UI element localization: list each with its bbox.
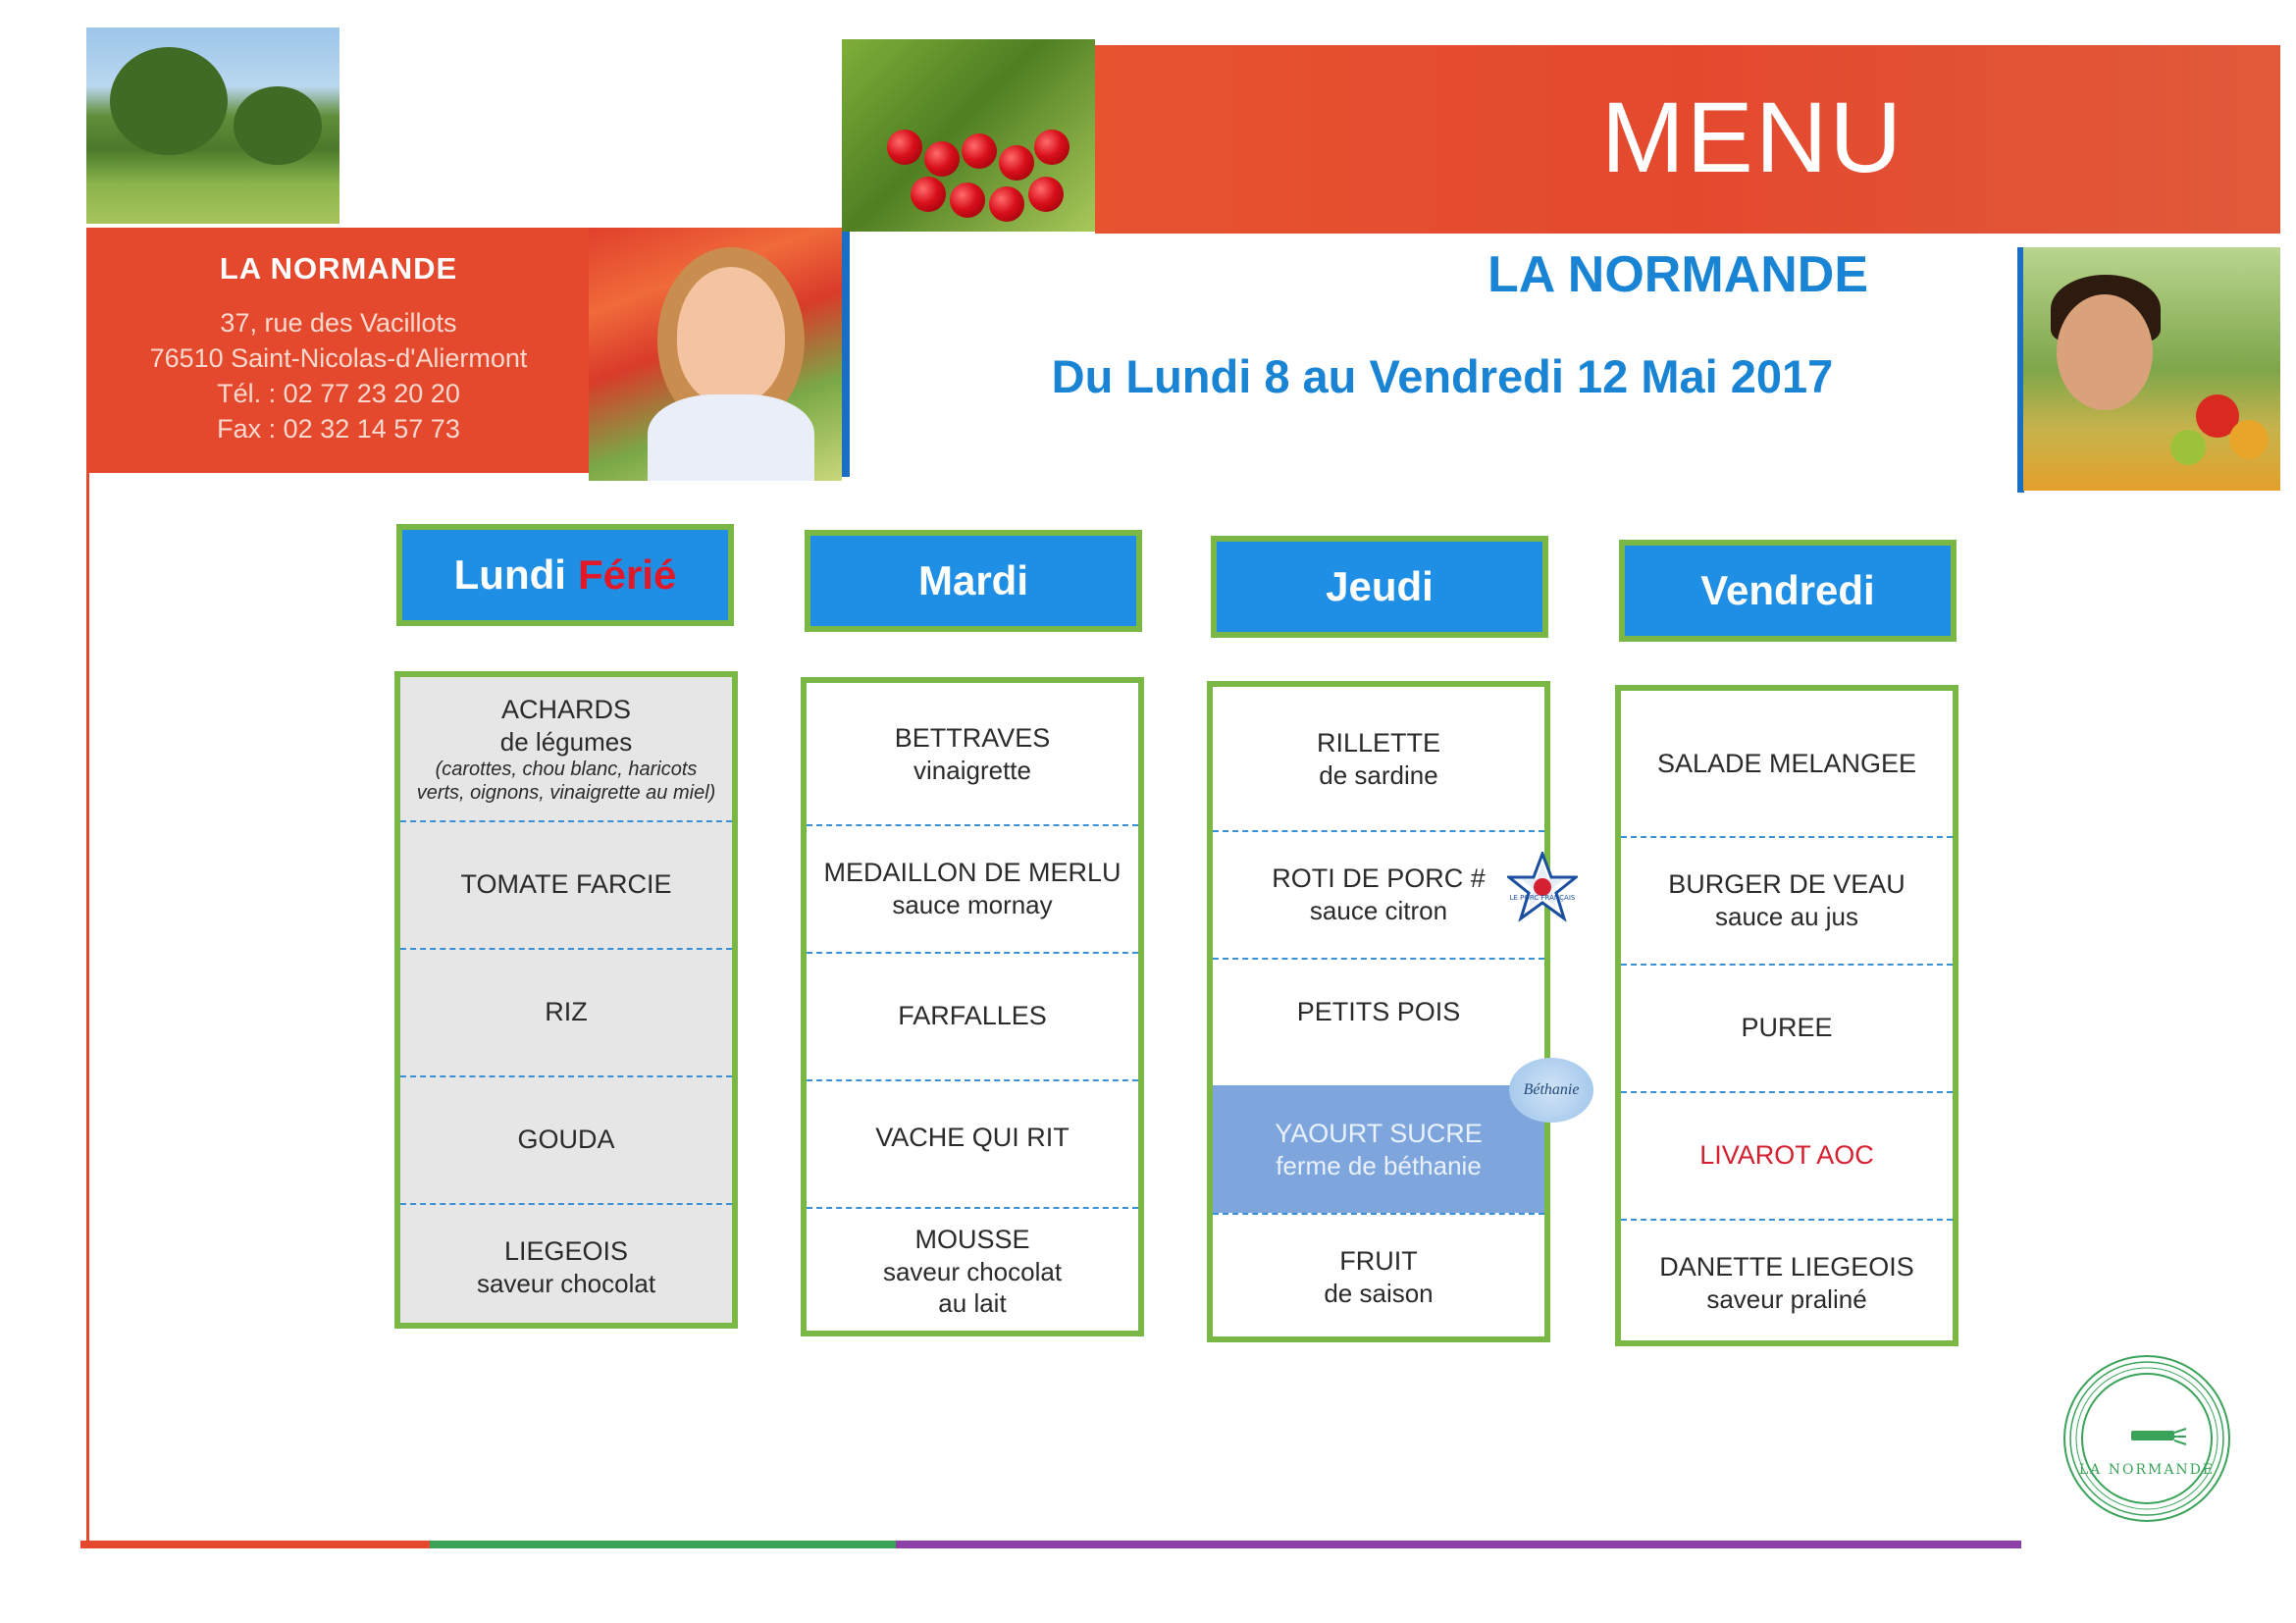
day-name: Mardi — [917, 557, 1028, 603]
cherry-shape — [999, 145, 1034, 181]
menu-item — [1213, 1213, 1544, 1340]
menu-item — [1621, 836, 1953, 964]
menu-item — [400, 948, 732, 1075]
porc-badge-label: LE PORC FRANÇAIS — [1509, 894, 1576, 902]
item-title: MOUSSE — [914, 1224, 1030, 1254]
item-subtitle: de saison — [1324, 1278, 1434, 1308]
day-name: Vendredi — [1700, 567, 1875, 613]
menu-item — [807, 824, 1138, 952]
item-title: LIEGEOIS — [503, 1235, 629, 1266]
item-title: DANETTE LIEGEOIS — [1659, 1251, 1914, 1282]
cherry-shape — [1034, 130, 1070, 165]
tree-shape — [110, 47, 228, 155]
item-subtitle: saveur praliné — [1706, 1283, 1867, 1314]
menu-item — [1621, 964, 1953, 1091]
item-subtitle: sauce au jus — [1715, 901, 1858, 931]
cherry-shape — [887, 130, 922, 165]
menu-item — [1213, 687, 1544, 830]
item-title: BURGER DE VEAU — [1668, 868, 1905, 899]
item-note: (carottes, chou blanc, haricots verts, oignons, vinaigrette au miel) — [416, 758, 716, 804]
menu-column-mardi — [801, 677, 1144, 1336]
item-title: RILLETTE — [1316, 727, 1441, 758]
item-title: BETTRAVES — [894, 722, 1051, 753]
item-title: RIZ — [545, 996, 588, 1026]
porc-francais-badge-icon — [1507, 852, 1578, 922]
day-name: Jeudi — [1326, 563, 1434, 609]
accent-strip — [842, 232, 850, 477]
fruit-shape — [2229, 420, 2269, 459]
item-title: PETITS POIS — [1296, 996, 1461, 1026]
address-city: 76510 Saint-Nicolas-d'Aliermont — [149, 343, 528, 373]
day-header-mardi — [805, 530, 1142, 632]
face-shape — [2057, 294, 2153, 410]
menu-column-lundi — [394, 671, 738, 1329]
date-range: Du Lundi 8 au Vendredi 12 Mai 2017 — [1051, 350, 1834, 402]
menu-item — [807, 683, 1138, 824]
cherry-shape — [950, 183, 985, 218]
cherry-shape — [989, 186, 1024, 222]
item-subtitle: sauce mornay — [892, 889, 1053, 919]
cherry-shape — [924, 141, 960, 177]
fruit-shape — [2170, 430, 2206, 465]
cherries-photo — [842, 39, 1095, 232]
day-name: Lundi — [453, 551, 566, 598]
cherry-shape — [911, 177, 946, 212]
item-subtitle: ferme de béthanie — [1276, 1150, 1482, 1180]
item-subtitle: de sardine — [1319, 759, 1438, 790]
boy-photo — [2023, 247, 2280, 491]
menu-item — [1213, 958, 1544, 1066]
item-subtitle: de légumes — [499, 726, 633, 757]
menu-item — [807, 952, 1138, 1079]
dress-shape — [648, 394, 814, 481]
address-block — [86, 228, 591, 473]
ferie-label: Férié — [577, 551, 677, 598]
menu-item — [1621, 691, 1953, 836]
day-header-vendredi — [1619, 540, 1957, 642]
item-title: GOUDA — [517, 1124, 615, 1154]
item-subtitle-2: au lait — [938, 1287, 1007, 1318]
menu-title: MENU — [1600, 81, 1905, 193]
menu-item — [1213, 830, 1544, 958]
menu-item — [400, 1203, 732, 1331]
item-title: FRUIT — [1339, 1245, 1418, 1276]
bethanie-badge-icon — [1509, 1058, 1593, 1123]
item-subtitle: sauce citron — [1309, 895, 1448, 925]
left-border-line — [86, 473, 89, 1548]
menu-column-vendredi — [1615, 685, 1958, 1346]
item-title: PUREE — [1741, 1012, 1833, 1042]
item-subtitle: vinaigrette — [913, 755, 1031, 785]
menu-banner — [1095, 45, 2280, 234]
item-title: ACHARDS — [500, 694, 632, 724]
menu-item — [400, 820, 732, 948]
girl-photo — [589, 228, 842, 481]
menu-item-highlighted — [1213, 1085, 1544, 1213]
item-title: MEDAILLON DE MERLU — [823, 857, 1122, 887]
tree-shape — [234, 86, 322, 165]
address-street: 37, rue des Vacillots — [220, 308, 457, 338]
item-title: FARFALLES — [898, 1000, 1047, 1030]
menu-item — [807, 1207, 1138, 1335]
menu-column-jeudi — [1207, 681, 1550, 1342]
menu-item — [1621, 1091, 1953, 1219]
item-subtitle: saveur chocolat — [476, 1268, 656, 1298]
cherry-shape — [962, 133, 997, 169]
item-title: YAOURT SUCRE — [1275, 1118, 1483, 1148]
face-shape — [677, 267, 785, 404]
logo-text: LA NORMANDE — [2078, 1462, 2216, 1478]
item-subtitle: saveur chocolat — [882, 1256, 1063, 1286]
day-header-lundi — [396, 524, 734, 626]
item-title: TOMATE FARCIE — [460, 868, 672, 899]
menu-item — [400, 677, 732, 820]
bottom-color-bar — [80, 1541, 2021, 1548]
address-tel: Tél. : 02 77 23 20 20 — [217, 379, 460, 408]
address-fax: Fax : 02 32 14 57 73 — [217, 414, 460, 444]
item-title: ROTI DE PORC # — [1272, 863, 1486, 893]
menu-item — [807, 1079, 1138, 1195]
restaurant-name: LA NORMANDE — [1487, 246, 1869, 303]
orchard-photo — [86, 27, 339, 224]
day-header-jeudi — [1211, 536, 1548, 638]
menu-item — [1621, 1219, 1953, 1346]
item-title: LIVAROT AOC — [1699, 1139, 1874, 1170]
address-name: LA NORMANDE — [219, 251, 458, 286]
item-title: SALADE MELANGEE — [1656, 748, 1917, 778]
bethanie-badge-label: Béthanie — [1523, 1081, 1580, 1098]
la-normande-logo-icon — [2061, 1352, 2233, 1525]
cherry-shape — [1028, 177, 1064, 212]
menu-item — [400, 1075, 732, 1203]
item-title: VACHE QUI RIT — [875, 1122, 1070, 1152]
